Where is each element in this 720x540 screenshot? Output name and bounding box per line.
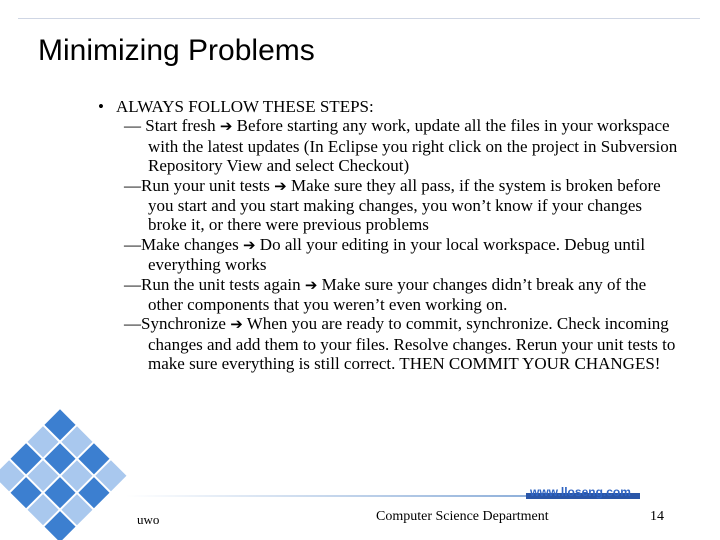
arrow-right-icon: ➔	[230, 315, 243, 334]
step-item	[124, 176, 678, 235]
bullet-text: ALWAYS FOLLOW THESE STEPS:	[116, 97, 374, 116]
step-item	[124, 275, 678, 315]
step-detail: Make sure they all pass, if the system is broken before you start and you start making changes, you won’t know if your changes broke it, or there were previous problems	[148, 175, 661, 235]
step-lead: — Start fresh	[124, 116, 216, 136]
arrow-right-icon: ➔	[242, 235, 256, 254]
footer-department: Computer Science Department	[376, 509, 549, 524]
footer-organization: uwo	[137, 512, 160, 527]
footer-band-gradient	[126, 495, 526, 497]
page-number: 14	[650, 509, 664, 524]
step-detail: Before starting any work, update all the files in your workspace with the latest updates (In Eclipse you right click on the project in Subversion Repository View and select Checkout)	[148, 116, 678, 176]
arrow-right-icon: ➔	[274, 176, 287, 195]
step-item	[124, 235, 678, 275]
slide-title: Minimizing Problems	[38, 34, 315, 67]
step-detail: When you are ready to commit, synchronize. Check incoming changes and add them to your files. Resolve changes. Rerun your unit tests to make sure everything is still correct. THEN COMMIT YOUR CHANGES!	[148, 314, 676, 374]
grid-logo	[0, 400, 150, 540]
bullet-item	[98, 97, 678, 116]
step-detail: Make sure your changes didn’t break any of the other components that you weren’t even working on.	[148, 274, 647, 315]
step-lead: —Run the unit tests again	[124, 274, 301, 294]
top-divider	[18, 18, 700, 19]
step-item	[124, 314, 678, 373]
step-detail: Do all your editing in your local workspace. Debug until everything works	[148, 234, 646, 275]
footer-url: www.lloseng.com	[530, 485, 631, 499]
step-item	[124, 116, 678, 175]
arrow-right-icon: ➔	[219, 117, 233, 136]
step-lead: —Make changes	[124, 234, 239, 254]
step-lead: —Synchronize	[124, 314, 226, 334]
step-lead: —Run your unit tests	[124, 175, 270, 195]
arrow-right-icon: ➔	[304, 275, 318, 294]
slide-body	[98, 97, 678, 374]
bullet-marker: •	[98, 97, 104, 116]
